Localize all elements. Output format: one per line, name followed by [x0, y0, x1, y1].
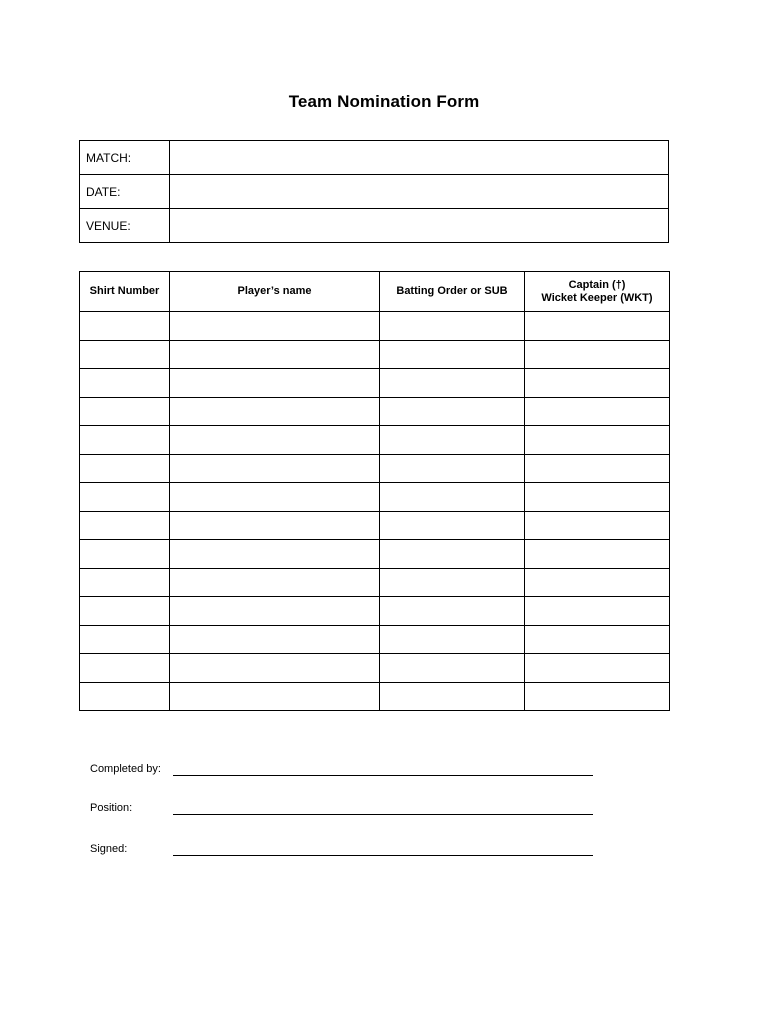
batting-order-cell[interactable] [380, 369, 525, 398]
batting-order-cell[interactable] [380, 426, 525, 455]
match-info-table [79, 140, 669, 243]
player-name-cell[interactable] [170, 540, 380, 569]
players-header-row [80, 272, 670, 312]
captain-wkt-cell[interactable] [525, 312, 670, 341]
captain-wkt-cell[interactable] [525, 426, 670, 455]
batting-order-cell[interactable] [380, 540, 525, 569]
captain-wkt-cell[interactable] [525, 369, 670, 398]
captain-wkt-cell[interactable] [525, 625, 670, 654]
shirt-number-cell[interactable] [80, 483, 170, 512]
players-table [79, 271, 670, 711]
captain-wkt-cell[interactable] [525, 654, 670, 683]
player-name-cell[interactable] [170, 340, 380, 369]
player-row [80, 511, 670, 540]
player-row [80, 540, 670, 569]
shirt-number-cell[interactable] [80, 654, 170, 683]
batting-order-cell[interactable] [380, 454, 525, 483]
shirt-number-cell[interactable] [80, 397, 170, 426]
batting-order-cell[interactable] [380, 682, 525, 711]
batting-order-cell[interactable] [380, 625, 525, 654]
batting-order-cell[interactable] [380, 597, 525, 626]
position-section [90, 802, 610, 814]
match-label: MATCH: [80, 141, 170, 175]
shirt-number-cell[interactable] [80, 540, 170, 569]
player-name-cell[interactable] [170, 654, 380, 683]
shirt-number-cell[interactable] [80, 625, 170, 654]
player-name-cell[interactable] [170, 597, 380, 626]
batting-order-cell[interactable] [380, 654, 525, 683]
wicket-keeper-header-line: Wicket Keeper (WKT) [541, 291, 653, 304]
player-name-cell[interactable] [170, 483, 380, 512]
signed-section [90, 843, 610, 855]
captain-wkt-cell[interactable] [525, 597, 670, 626]
captain-wkt-cell[interactable] [525, 454, 670, 483]
player-row [80, 426, 670, 455]
shirt-number-cell[interactable] [80, 511, 170, 540]
date-label: DATE: [80, 175, 170, 209]
batting-order-cell[interactable] [380, 568, 525, 597]
player-name-cell[interactable] [170, 682, 380, 711]
batting-order-cell[interactable] [380, 511, 525, 540]
player-row [80, 597, 670, 626]
player-name-header: Player’s name [170, 272, 380, 312]
player-name-cell[interactable] [170, 511, 380, 540]
player-row [80, 483, 670, 512]
shirt-number-cell[interactable] [80, 369, 170, 398]
shirt-number-cell[interactable] [80, 340, 170, 369]
shirt-number-cell[interactable] [80, 568, 170, 597]
player-row [80, 369, 670, 398]
player-row [80, 682, 670, 711]
player-row [80, 312, 670, 341]
batting-order-cell[interactable] [380, 340, 525, 369]
signed-label: Signed: [90, 843, 128, 855]
player-name-cell[interactable] [170, 454, 380, 483]
batting-order-cell[interactable] [380, 312, 525, 341]
captain-wkt-cell[interactable] [525, 483, 670, 512]
venue-row [80, 209, 669, 243]
shirt-number-header: Shirt Number [80, 272, 170, 312]
completed-by-line[interactable] [173, 763, 593, 776]
venue-field[interactable] [170, 209, 669, 243]
captain-header-line: Captain (†) [568, 278, 626, 291]
player-row [80, 568, 670, 597]
shirt-number-cell[interactable] [80, 426, 170, 455]
player-name-cell[interactable] [170, 369, 380, 398]
batting-order-cell[interactable] [380, 483, 525, 512]
shirt-number-cell[interactable] [80, 312, 170, 341]
batting-order-cell[interactable] [380, 397, 525, 426]
shirt-number-cell[interactable] [80, 597, 170, 626]
player-name-cell[interactable] [170, 312, 380, 341]
player-name-cell[interactable] [170, 397, 380, 426]
completed-by-section [90, 763, 610, 775]
player-name-cell[interactable] [170, 625, 380, 654]
captain-wkt-cell[interactable] [525, 568, 670, 597]
player-name-cell[interactable] [170, 426, 380, 455]
shirt-number-cell[interactable] [80, 682, 170, 711]
captain-wkt-cell[interactable] [525, 511, 670, 540]
completed-by-label: Completed by: [90, 763, 161, 775]
player-row [80, 625, 670, 654]
form-title: Team Nomination Form [288, 92, 480, 111]
player-rows [80, 312, 670, 711]
date-row [80, 175, 669, 209]
captain-wkt-cell[interactable] [525, 540, 670, 569]
position-line[interactable] [173, 802, 593, 815]
captain-wkt-cell[interactable] [525, 340, 670, 369]
captain-wkt-cell[interactable] [525, 682, 670, 711]
match-row [80, 141, 669, 175]
match-field[interactable] [170, 141, 669, 175]
player-row [80, 340, 670, 369]
player-name-cell[interactable] [170, 568, 380, 597]
position-label: Position: [90, 802, 133, 814]
player-row [80, 397, 670, 426]
batting-order-header: Batting Order or SUB [380, 272, 525, 312]
player-row [80, 654, 670, 683]
venue-label: VENUE: [80, 209, 170, 243]
player-row [80, 454, 670, 483]
shirt-number-cell[interactable] [80, 454, 170, 483]
signed-line[interactable] [173, 843, 593, 856]
captain-wkt-cell[interactable] [525, 397, 670, 426]
date-field[interactable] [170, 175, 669, 209]
captain-wicket-keeper-header [525, 272, 670, 312]
